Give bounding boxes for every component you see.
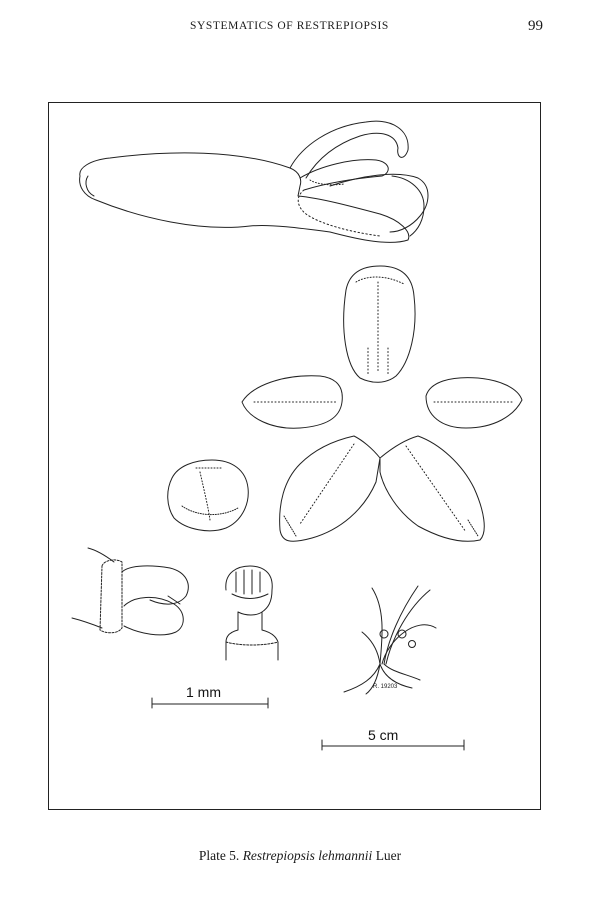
scale-label-5cm: 5 cm <box>368 727 399 743</box>
plant-habit-drawing <box>344 586 436 694</box>
right-petal-drawing <box>426 378 522 428</box>
caption-author: Luer <box>375 848 402 863</box>
column-side-view-drawing <box>72 548 188 635</box>
synsepal-drawing <box>280 436 485 541</box>
scale-label-1mm: 1 mm <box>186 684 221 700</box>
collector-note: R. 19203 <box>373 684 398 690</box>
flower-side-view-drawing <box>80 121 428 242</box>
left-petal-drawing <box>242 376 342 428</box>
column-front-view-drawing <box>226 566 278 660</box>
caption-species: Restrepiopsis lehmannii <box>242 848 373 863</box>
lip-drawing <box>168 460 249 531</box>
running-title: SYSTEMATICS OF RESTREPIOPSIS <box>190 20 389 32</box>
caption-prefix: Plate 5. <box>198 848 240 863</box>
dorsal-sepal-drawing <box>344 266 415 382</box>
plate-caption <box>0 848 600 864</box>
page-number: 99 <box>528 18 543 34</box>
